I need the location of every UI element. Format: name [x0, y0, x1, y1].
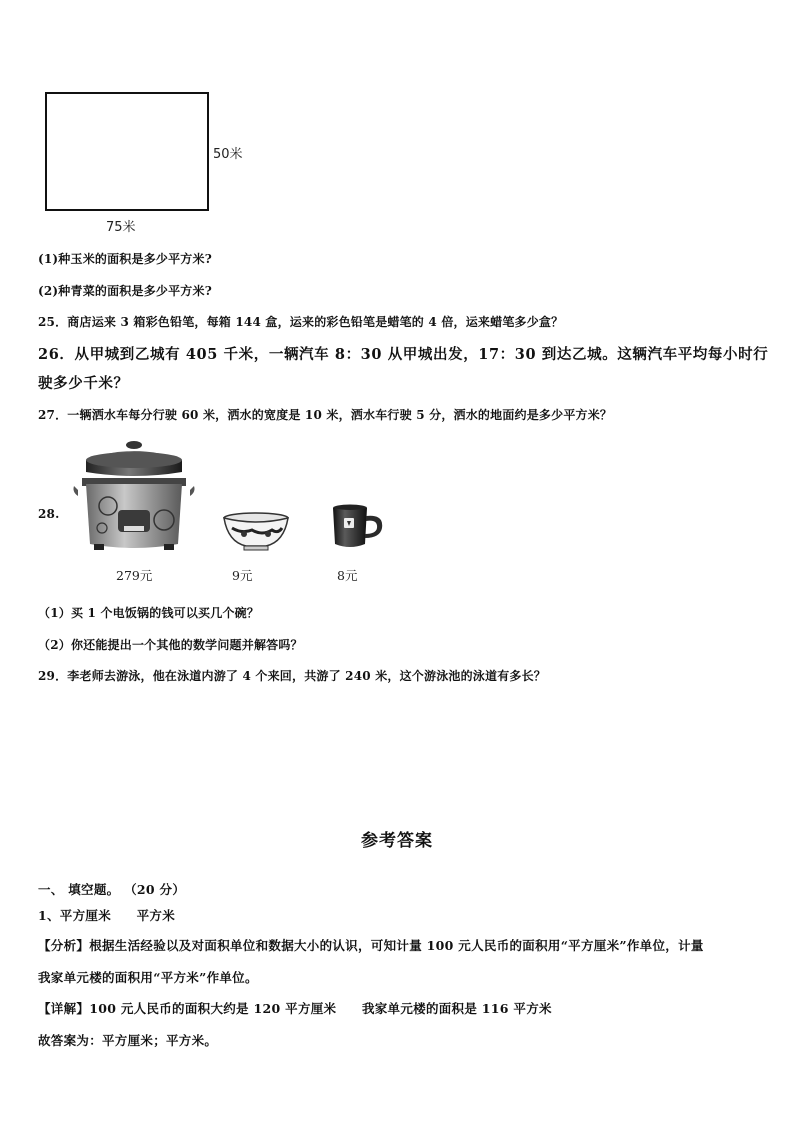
bowl-image — [222, 512, 290, 552]
rice-cooker-price: 279元 — [116, 568, 153, 583]
question-26-line1: 26．从甲城到乙城有 405 千米，一辆汽车 8：30 从甲城出发，17：30 到达乙城。这辆汽车平均每小时行 — [38, 346, 769, 363]
question-28-number: 28. — [38, 507, 60, 521]
question-26-line2: 驶多少千米？ — [38, 375, 129, 392]
answers-title: 参考答案 — [361, 831, 433, 851]
question-25: 25．商店运来 3 箱彩色铅笔，每箱 144 盒，运来的彩色铅笔是蜡笔的 4 倍，运来蜡笔多少盒？ — [38, 315, 564, 329]
question-28-2: （2）你还能提出一个其他的数学问题并解答吗？ — [38, 638, 303, 652]
width-label: 75米 — [106, 220, 136, 235]
question-29: 29．李老师去游泳，他在泳道内游了 4 个来回，共游了 240 米，这个游泳池的泳道有多长？ — [38, 669, 547, 683]
question-27: 27．一辆洒水车每分行驶 60 米，洒水的宽度是 10 米，洒水车行驶 5 分，洒水的地面约是多少平方米？ — [38, 408, 613, 422]
question-24-1: (1)种玉米的面积是多少平方米? — [38, 252, 212, 266]
analysis-line1: 【分析】根据生活经验以及对面积单位和数据大小的认识，可知计量 100 元人民币的面积用“平方厘米”作单位，计量 — [38, 938, 704, 953]
bowl-price: 9元 — [232, 568, 253, 583]
rectangle-figure — [45, 92, 209, 211]
answers-section-heading: 一、 填空题。 （20 分） — [38, 882, 186, 897]
cup-price: 8元 — [337, 568, 358, 583]
question-28-1: （1）买 1 个电饭锅的钱可以买几个碗？ — [38, 606, 260, 620]
detail-line: 【详解】100 元人民币的面积大约是 120 平方厘米 我家单元楼的面积是 116 平方米 — [38, 1001, 552, 1016]
conclusion-line: 故答案为：平方厘米；平方米。 — [38, 1033, 218, 1048]
rice-cooker-image — [72, 440, 196, 558]
question-24-2: (2)种青菜的面积是多少平方米? — [38, 284, 212, 298]
cup-image — [330, 504, 386, 550]
answer-1: 1、平方厘米 平方米 — [38, 908, 175, 923]
height-label: 50米 — [213, 147, 243, 162]
analysis-line2: 我家单元楼的面积用“平方米”作单位。 — [38, 970, 258, 985]
